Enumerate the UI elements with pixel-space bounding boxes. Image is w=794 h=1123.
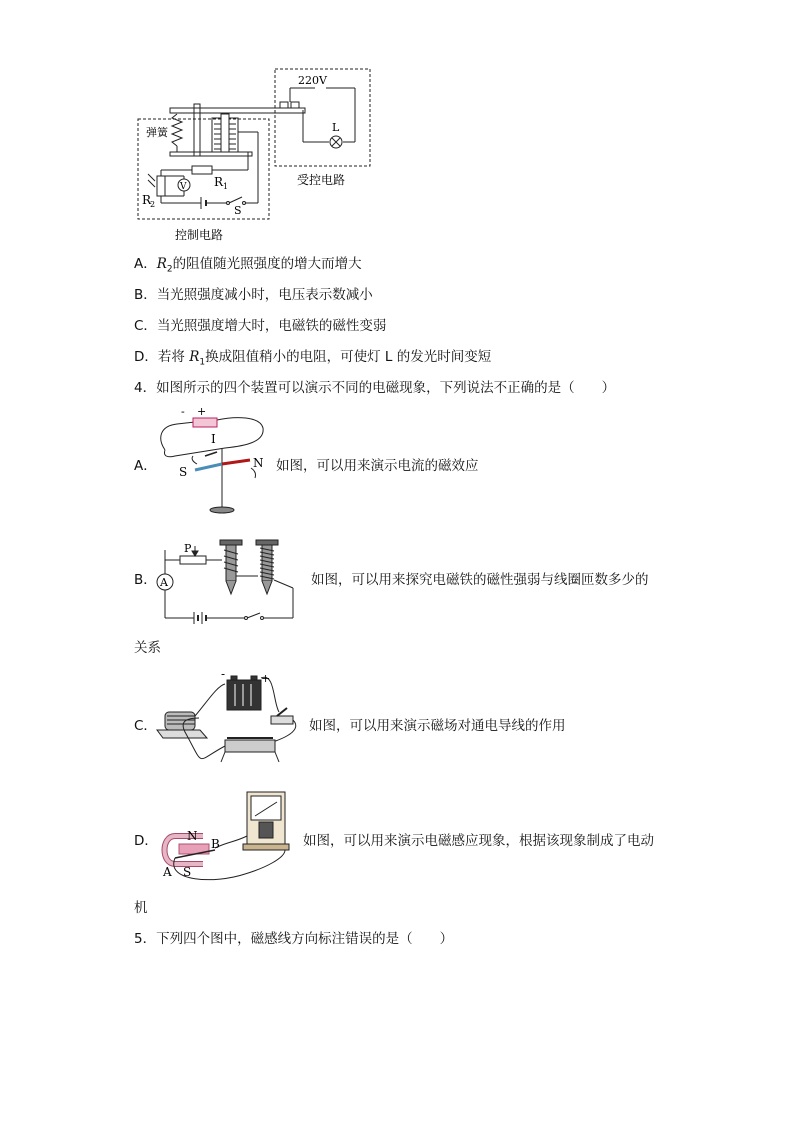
battery-minus-label: - [181, 408, 185, 418]
north-pole-label-d: N [187, 829, 198, 843]
q4-option-c-text: 如图，可以用来演示磁场对通电导线的作用 [309, 718, 566, 734]
q3-option-c: C．当光照强度增大时，电磁铁的磁性变弱 [134, 318, 387, 334]
battery-minus-label-c: - [221, 672, 226, 681]
q4-option-a-text: 如图，可以用来演示电流的磁效应 [276, 458, 479, 474]
end-b-label: B [211, 837, 220, 851]
r2-subscript: 2 [150, 200, 156, 209]
r1-label: R [214, 175, 224, 189]
r2-label: R [142, 193, 152, 207]
south-pole-label-d: S [183, 865, 192, 879]
end-a-label: A [163, 865, 172, 879]
south-pole-label: S [179, 465, 188, 479]
q3-option-d: D．若将 $R_1$换成阻值稍小的电阻，可使灯 L 的发光时间变短 [134, 349, 492, 368]
switch-label: S [234, 204, 242, 217]
ammeter-label: A [160, 576, 168, 589]
q4-stem: 4．如图所示的四个装置可以演示不同的电磁现象，下列说法不正确的是（ ） [134, 380, 616, 396]
q4-option-a-letter: A． [134, 458, 157, 474]
pointer-p-label: P [184, 542, 192, 555]
battery-plus-label: + [197, 408, 207, 418]
current-label: I [211, 432, 216, 446]
q3-option-a: A．$R_2$的阻值随光照强度的增大而增大 [134, 256, 362, 275]
spring-label: 弹簧 [146, 126, 168, 139]
battery-plus-label-c: + [261, 672, 271, 685]
electromagnetic-induction-figure [155, 788, 300, 886]
q5-stem: 5．下列四个图中，磁感线方向标注错误的是（ ） [134, 931, 454, 947]
q4-option-b-cont: 关系 [134, 640, 161, 656]
q4-option-c-letter: C． [134, 718, 157, 734]
q4-option-b-letter: B． [134, 572, 157, 588]
electromagnet-coils-figure [150, 536, 296, 628]
motor-principle-figure [155, 672, 305, 772]
lamp-label: L [332, 121, 340, 134]
oersted-experiment-figure [155, 408, 270, 518]
control-circuit-caption: 控制电路 [175, 228, 224, 242]
relay-circuit-figure [130, 62, 380, 248]
controlled-circuit-caption: 受控电路 [297, 173, 346, 187]
north-pole-label: N [253, 456, 264, 470]
q4-option-d-cont: 机 [134, 900, 148, 916]
voltage-label: 220V [298, 74, 327, 87]
q4-option-d-text: 如图，可以用来演示电磁感应现象，根据该现象制成了电动 [303, 833, 654, 849]
q4-option-d-letter: D． [134, 833, 158, 849]
q3-option-b: B．当光照强度减小时，电压表示数减小 [134, 287, 373, 303]
r1-subscript: 1 [223, 182, 229, 191]
voltmeter-label: V [180, 182, 187, 192]
q4-option-b-text: 如图，可以用来探究电磁铁的磁性强弱与线圈匝数多少的 [311, 572, 649, 588]
